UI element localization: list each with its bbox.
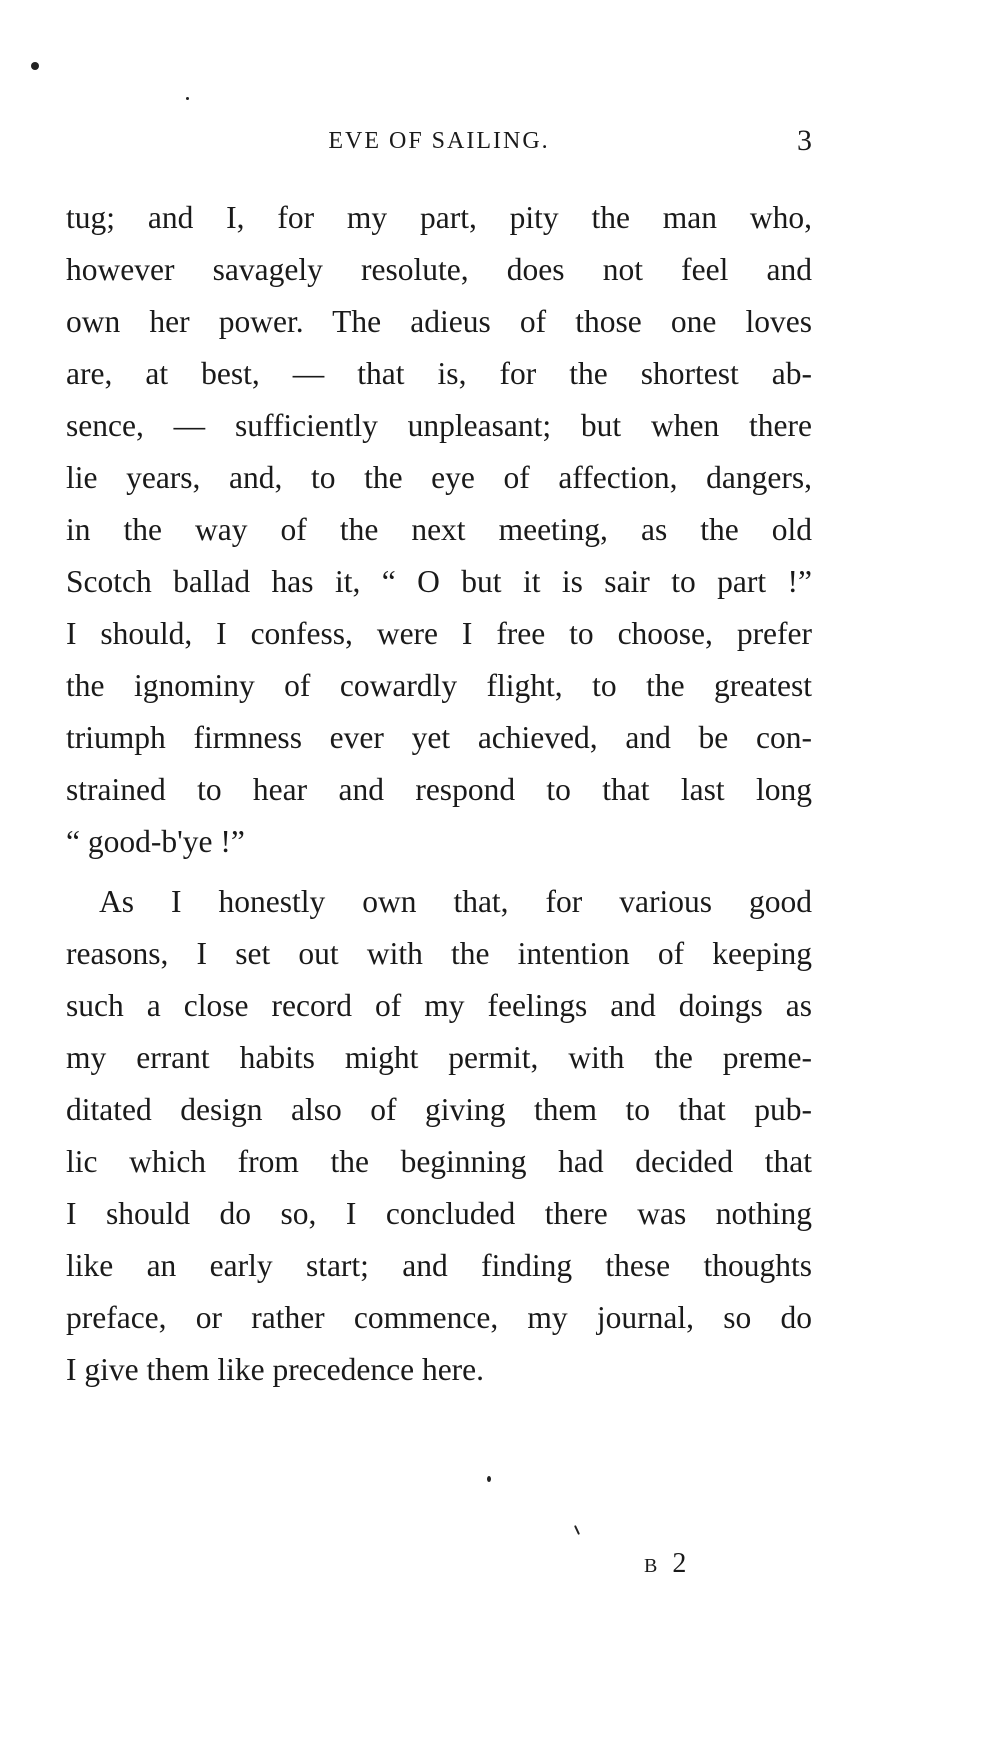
ink-dot <box>31 62 39 70</box>
text-line: sence, — sufficiently unpleasant; but when there <box>66 408 812 443</box>
paragraph <box>66 876 812 1396</box>
text-line: triumph firmness ever yet achieved, and be con- <box>66 720 812 755</box>
text-line: ditated design also of giving them to that pub- <box>66 1092 812 1127</box>
paragraph <box>66 192 812 868</box>
text-line: my errant habits might permit, with the preme- <box>66 1040 812 1075</box>
text-line: lic which from the beginning had decided that <box>66 1144 812 1179</box>
text-line: like an early start; and finding these thoughts <box>66 1248 812 1283</box>
text-line: in the way of the next meeting, as the old <box>66 512 812 547</box>
signature-letter: B <box>644 1555 662 1577</box>
paragraph-gap <box>66 868 812 876</box>
text-line: I give them like precedence here. <box>66 1352 485 1387</box>
text-line: such a close record of my feelings and doings as <box>66 988 812 1023</box>
text-line: tug; and I, for my part, pity the man who, <box>66 200 812 235</box>
text-line: As I honestly own that, for various good <box>99 884 812 919</box>
ink-speck <box>186 97 189 100</box>
text-line: own her power. The adieus of those one loves <box>66 304 812 339</box>
text-line: strained to hear and respond to that last long <box>66 772 812 807</box>
text-line: the ignominy of cowardly flight, to the greatest <box>66 668 812 703</box>
text-line: reasons, I set out with the intention of keeping <box>66 936 812 971</box>
text-line: preface, or rather commence, my journal, so do <box>66 1300 812 1335</box>
text-line: Scotch ballad has it, “ O but it is sair to part !” <box>66 564 812 599</box>
page-header <box>66 124 812 168</box>
text-line: are, at best, — that is, for the shortest ab- <box>66 356 812 391</box>
ink-speck <box>574 1525 580 1535</box>
ink-speck <box>487 1476 491 1482</box>
text-line: I should do so, I concluded there was nothing <box>66 1196 812 1231</box>
page-number: 3 <box>797 124 812 157</box>
text-line: however savagely resolute, does not feel and <box>66 252 812 287</box>
running-head: EVE OF SAILING. <box>328 128 550 154</box>
text-line: “ good-b'ye !” <box>66 824 245 859</box>
text-line: lie years, and, to the eye of affection, dangers, <box>66 460 812 495</box>
body-text <box>66 192 812 1396</box>
signature-mark <box>644 1548 690 1580</box>
signature-number: 2 <box>672 1548 691 1579</box>
text-line: I should, I confess, were I free to choose, prefer <box>66 616 812 651</box>
